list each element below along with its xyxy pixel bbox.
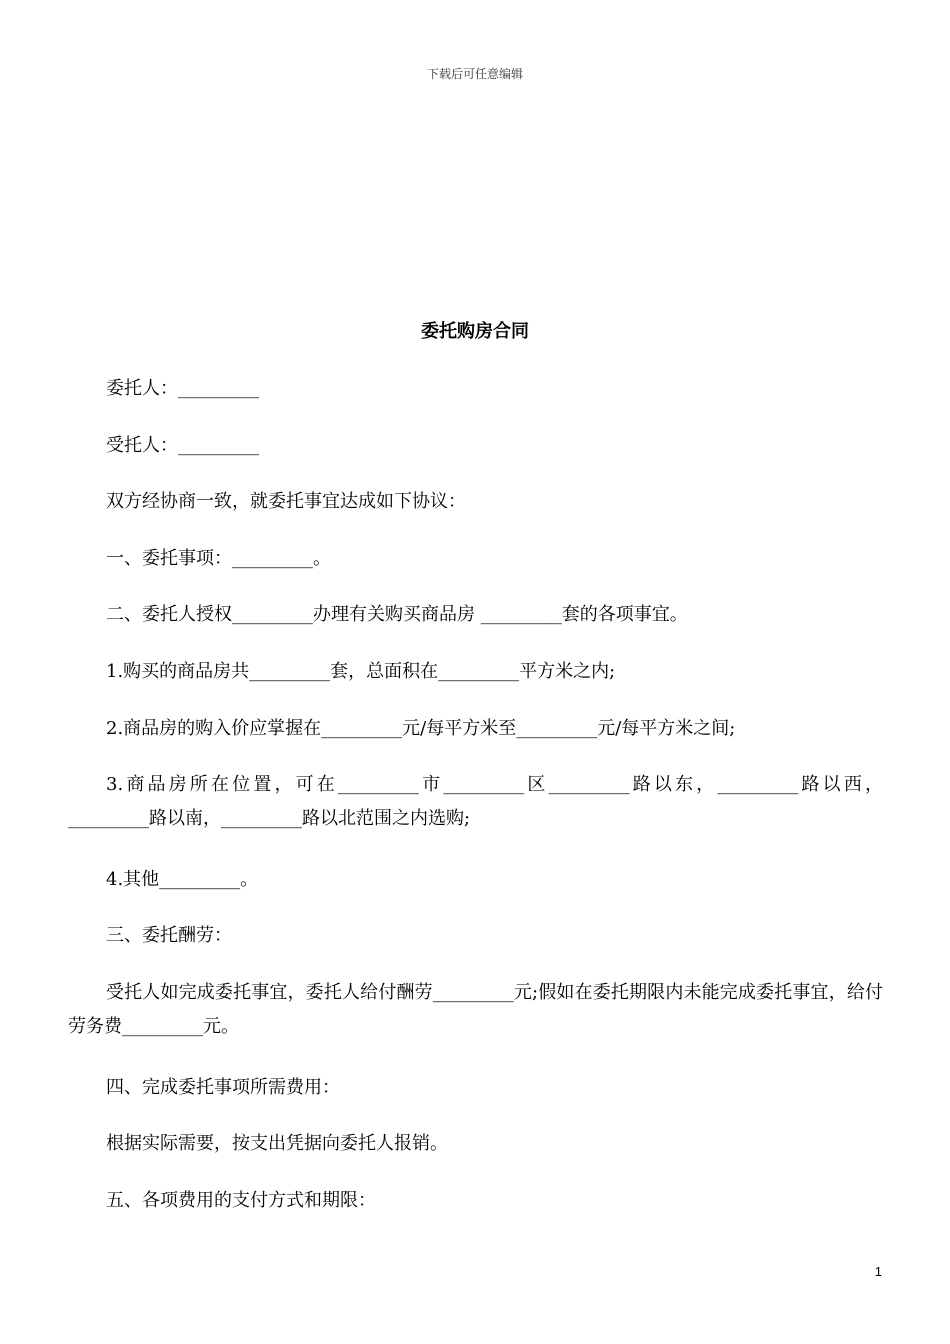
clause-2-item-2: 2.商品房的购入价应掌握在_________元/每平方米至_________元/每平方米之间;	[106, 718, 736, 739]
clause-3-heading: 三、委托酬劳：	[106, 925, 232, 946]
page-number: 1	[874, 1264, 882, 1279]
clause-3-body: 受托人如完成委托事宜，委托人给付酬劳_________元;假如在委托期限内未能完成委托事宜，给付劳务费_________元。	[68, 982, 883, 1037]
page-header: 下载后可任意编辑	[426, 67, 523, 81]
clause-2-heading: 二、委托人授权_________办理有关购买商品房 _________套的各项事宜。	[106, 604, 688, 625]
clause-4-heading: 四、完成委托事项所需费用：	[106, 1077, 340, 1098]
principal-line: 委托人：_________	[106, 378, 259, 399]
agreement-intro: 双方经协商一致，就委托事宜达成如下协议：	[106, 491, 466, 512]
clause-4-body: 根据实际需要，按支出凭据向委托人报销。	[106, 1133, 448, 1154]
agent-line: 受托人：_________	[106, 435, 259, 456]
clause-2-item-1: 1.购买的商品房共_________套，总面积在_________平方米之内;	[106, 661, 616, 682]
clause-5-heading: 五、各项费用的支付方式和期限：	[106, 1190, 376, 1211]
clause-2-item-4: 4.其他_________。	[106, 869, 259, 890]
clause-1-heading: 一、委托事项：_________。	[106, 548, 331, 569]
document-title: 委托购房合同	[421, 321, 529, 342]
clause-2-item-3: 3.商品房所在位置，可在_________市_________区_________路以东，_________路以西，_________路以南，_________路以北范围之内选购;	[68, 774, 883, 829]
